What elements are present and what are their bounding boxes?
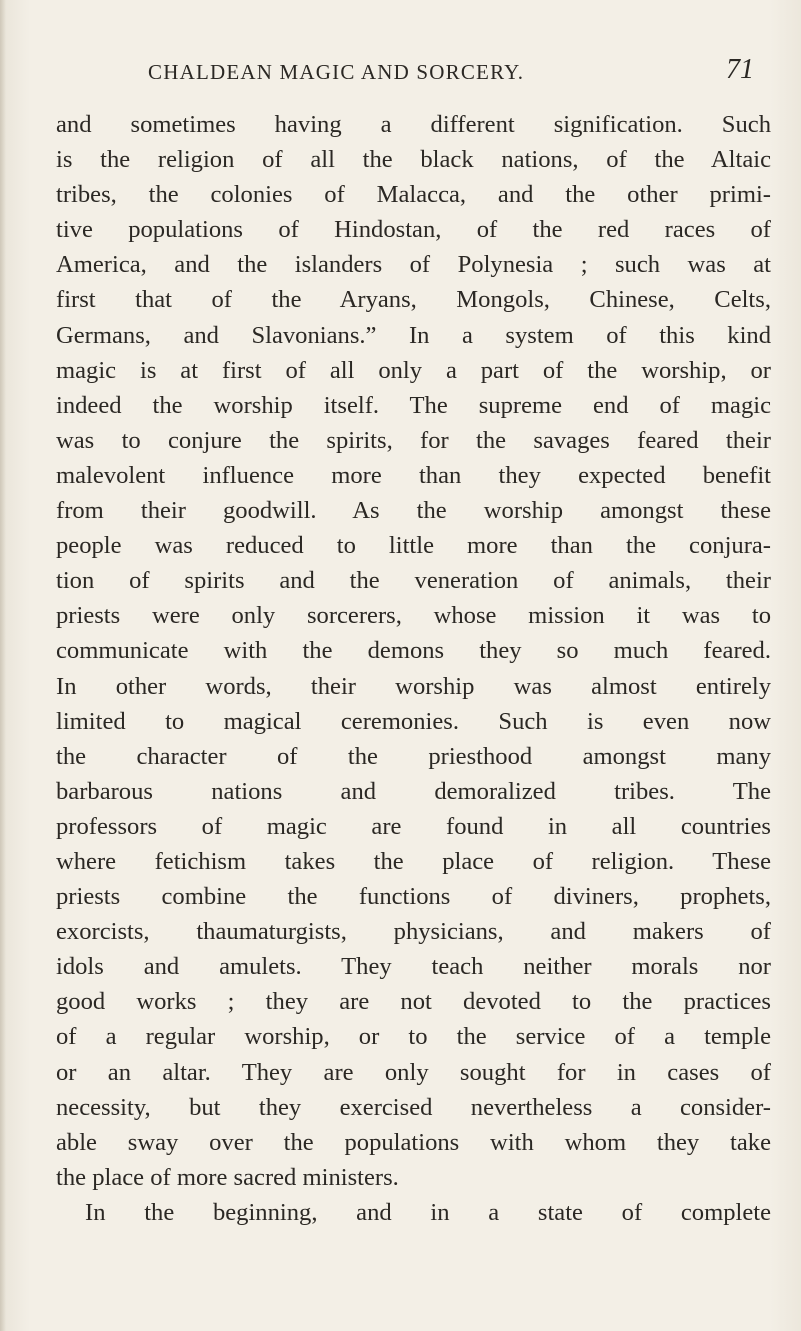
text-line: priests were only sorcerers, whose mission it was to bbox=[56, 602, 771, 630]
text-line: or an altar. They are only sought for in cases of bbox=[56, 1058, 771, 1086]
text-line: priests combine the functions of diviners, prophets, bbox=[56, 883, 771, 911]
text-line: limited to magical ceremonies. Such is even now bbox=[56, 707, 771, 735]
text-line: In the beginning, and in a state of complete bbox=[85, 1198, 771, 1226]
page-number: 71 bbox=[726, 54, 754, 85]
text-line: Germans, and Slavonians.” In a system of this kind bbox=[56, 321, 771, 349]
text-line: the place of more sacred ministers. bbox=[56, 1163, 399, 1191]
body-text bbox=[56, 107, 771, 1230]
text-line: barbarous nations and demoralized tribes. The bbox=[56, 777, 771, 805]
text-line: first that of the Aryans, Mongols, Chinese, Celts, bbox=[56, 286, 771, 314]
text-line: and sometimes having a different signification. Such bbox=[56, 111, 771, 138]
text-line: indeed the worship itself. The supreme end of magic bbox=[56, 391, 771, 419]
text-line: is the religion of all the black nations, of the Altaic bbox=[56, 146, 771, 174]
text-line: tion of spirits and the veneration of animals, their bbox=[56, 567, 771, 595]
running-title: CHALDEAN MAGIC AND SORCERY. bbox=[148, 60, 525, 84]
text-line: from their goodwill. As the worship amongst these bbox=[56, 497, 771, 525]
text-line: In other words, their worship was almost entirely bbox=[56, 672, 771, 700]
text-line: professors of magic are found in all countries bbox=[56, 812, 771, 840]
text-line: was to conjure the spirits, for the savages feared their bbox=[56, 426, 771, 454]
text-line: magic is at first of all only a part of the worship, or bbox=[56, 356, 771, 384]
text-line: malevolent influence more than they expected benefit bbox=[56, 461, 771, 489]
text-line: the character of the priesthood amongst many bbox=[56, 742, 771, 770]
text-line: good works ; they are not devoted to the practices bbox=[56, 988, 771, 1016]
text-line: necessity, but they exercised nevertheless a consider- bbox=[56, 1093, 771, 1121]
text-line: communicate with the demons they so much feared. bbox=[56, 637, 771, 665]
page-gutter-shadow bbox=[0, 0, 6, 1331]
text-line: idols and amulets. They teach neither morals nor bbox=[56, 953, 771, 981]
text-line: of a regular worship, or to the service of a temple bbox=[56, 1023, 771, 1051]
text-line: tribes, the colonies of Malacca, and the other primi- bbox=[56, 181, 771, 209]
text-line: tive populations of Hindostan, of the red races of bbox=[56, 216, 771, 244]
text-line: able sway over the populations with whom they take bbox=[56, 1128, 771, 1156]
text-line: people was reduced to little more than the conjura- bbox=[56, 532, 771, 560]
text-line: exorcists, thaumaturgists, physicians, and makers of bbox=[56, 918, 771, 946]
text-line: America, and the islanders of Polynesia ; such was at bbox=[56, 251, 771, 279]
text-line: where fetichism takes the place of religion. These bbox=[56, 847, 771, 875]
